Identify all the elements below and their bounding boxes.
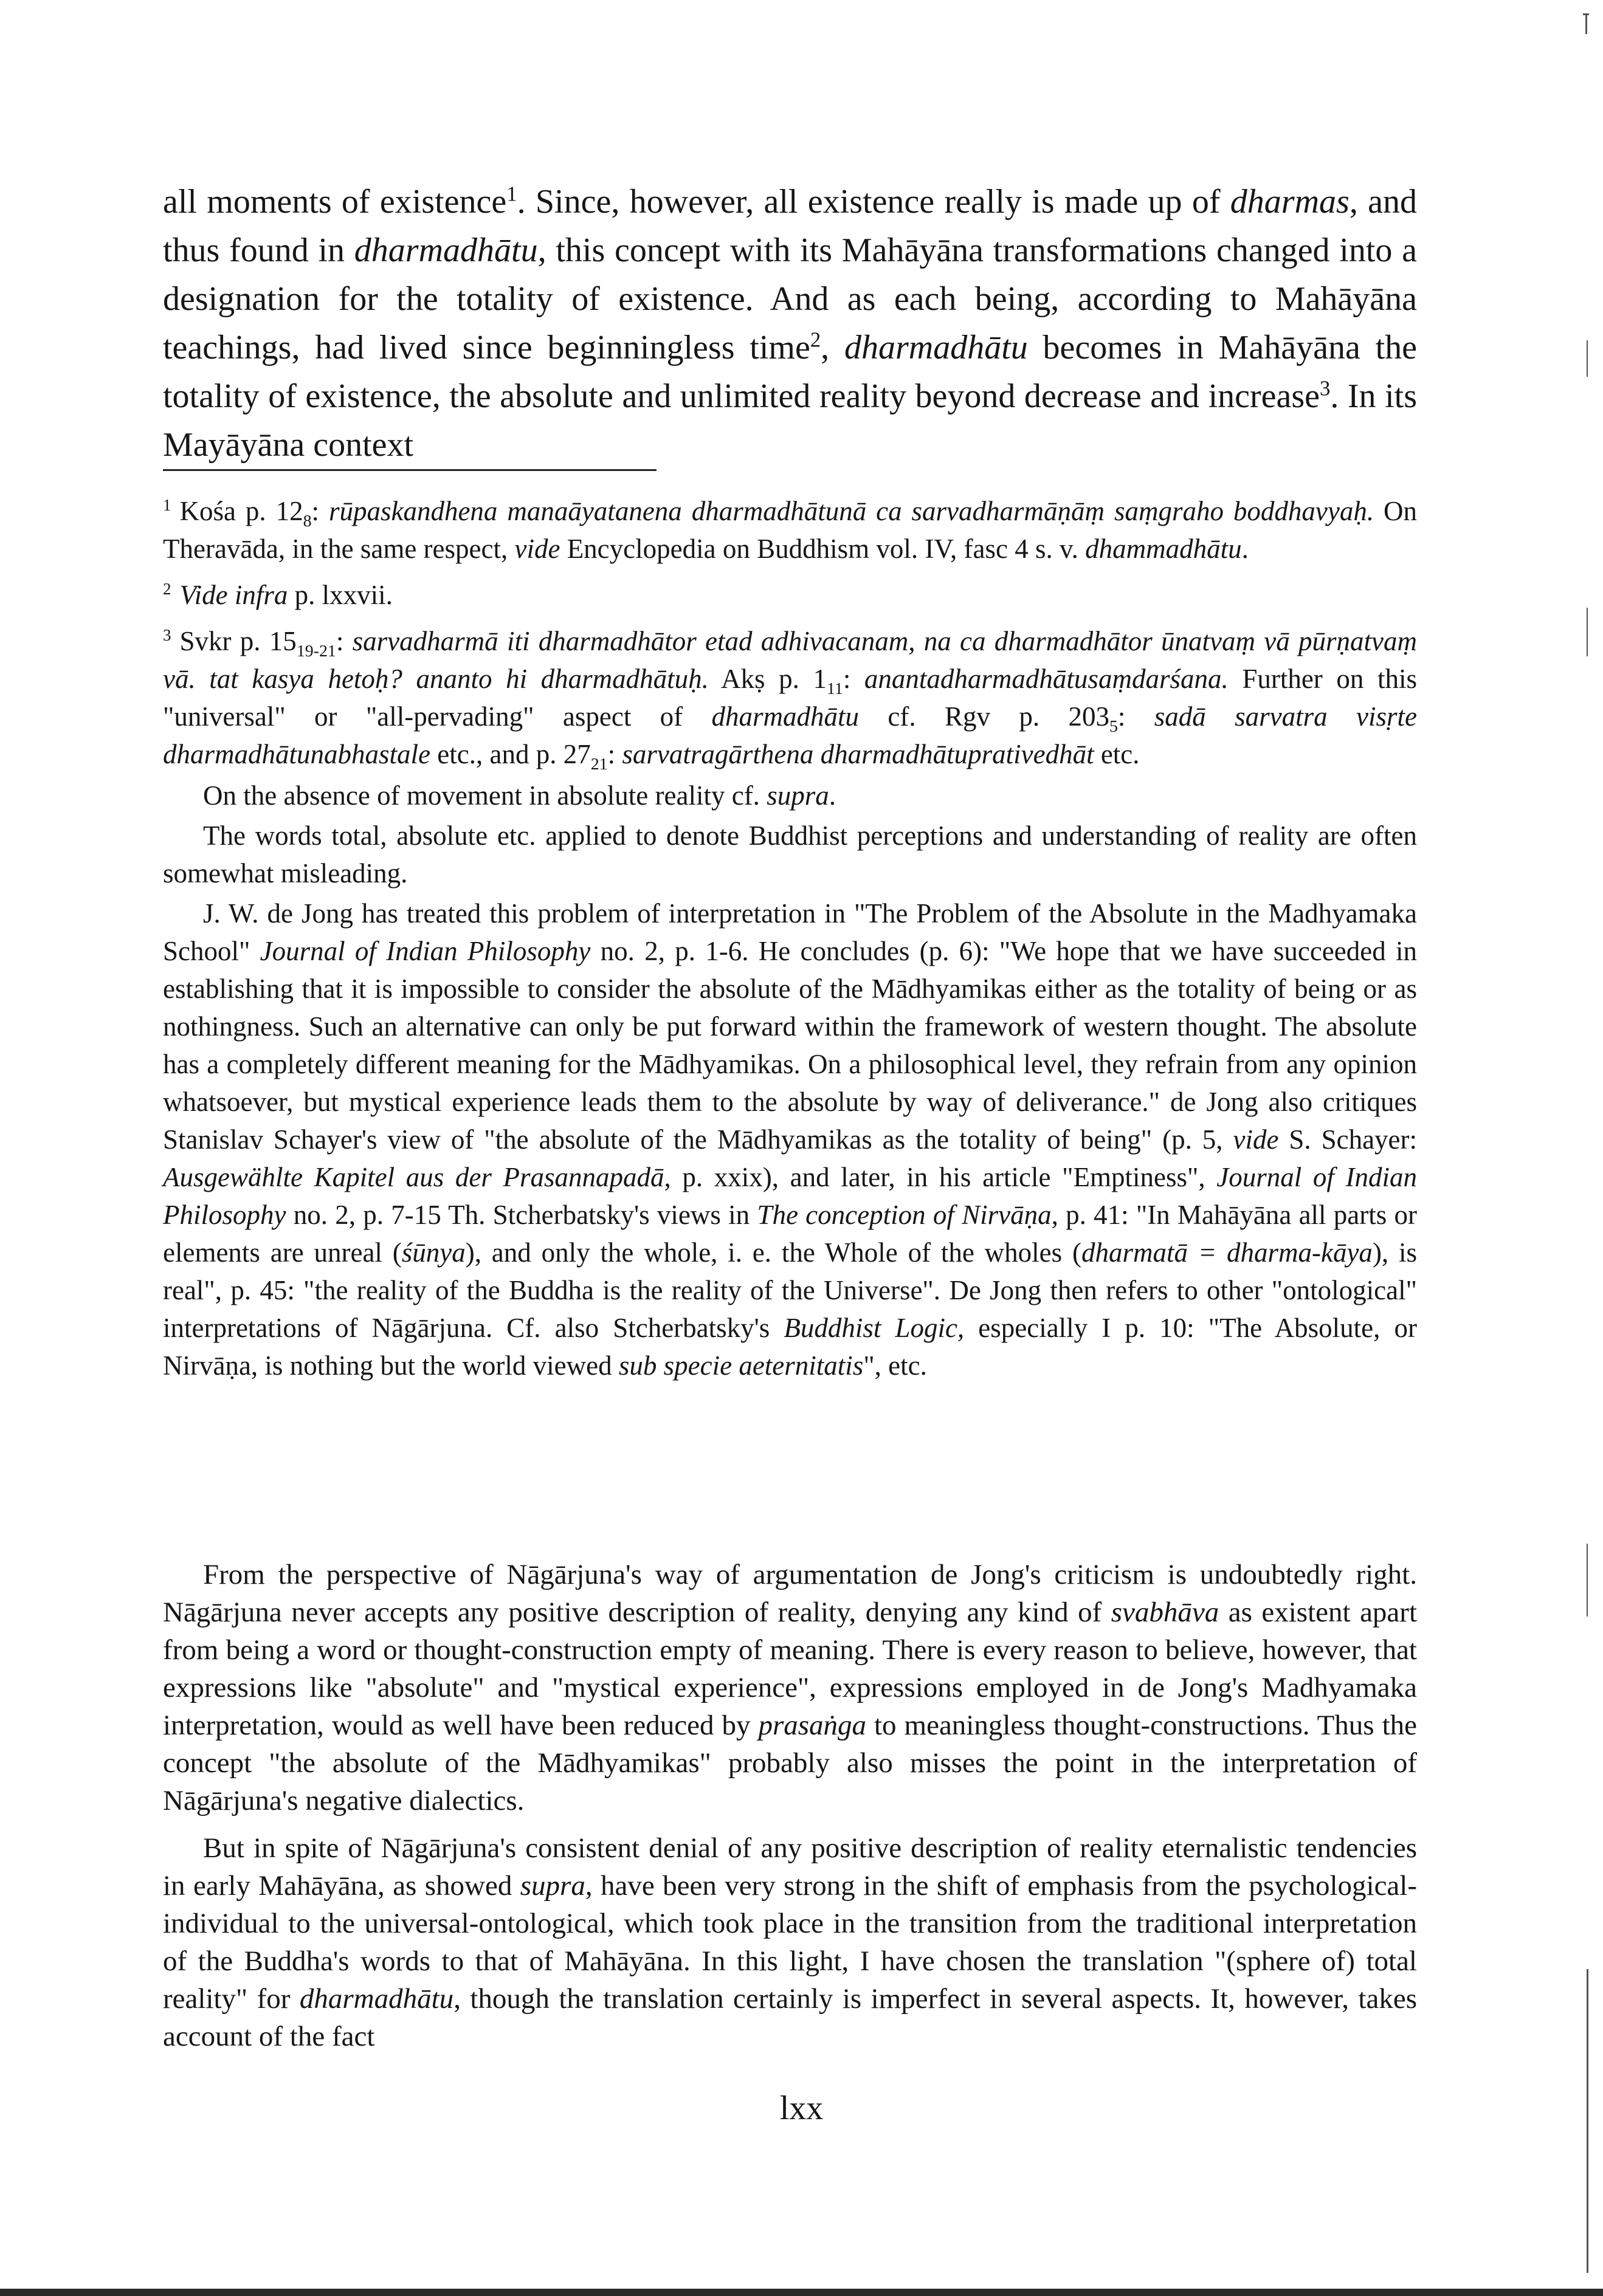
scan-edge-mark bbox=[1585, 13, 1587, 34]
footnote-1: $^1$ Kośa p. $12_8$: rūpaskandhena manaāyatanena dharmadhātunā ca sarvadharmāṇāṃ saṃgraho boddhavyaḥ. On Theravāda, in the same respect, vide Encyclopedia on Buddhism vol. IV, fasc 4 s. v. dhammadhātu. bbox=[163, 496, 1417, 564]
body-paragraph-translation: But in spite of Nāgārjuna's consistent denial of any positive description of reality eternalistic tendencies in early Mahāyāna, as showed supra, have been very strong in the shift of emphasis from the psychological-individual to the universal-ontological, which took place in the transition from the traditional interpretation of the Buddha's words to that of Mahāyāna. In this light, I have chosen the translation "(sphere of) total reality" for dharmadhātu, though the translation certainly is imperfect in several aspects. It, however, takes account of the fact bbox=[163, 1832, 1418, 2052]
scan-edge-line bbox=[1587, 608, 1588, 656]
main-text: all moments of existence$^1$. Since, however, all existence really is made up of dharmas, and thus found in dharmadhātu, this concept with its Mahāyāna transformations changed into a designation for the totality of existence. And as each being, according to Mahāyāna teachings, had lived since beginningless time$^2$, dharmadhātu becomes in Mahāyāna the totality of existence, the absolute and unlimited reality beyond decrease and increase$^3$. In its Mayāyāna context bbox=[163, 182, 1418, 464]
body-paragraph-perspective: From the perspective of Nāgārjuna's way of argumentation de Jong's criticism is undoubtedly right. Nāgārjuna never accepts any positive description of reality, denying any kind of svabhāva as existent apart from being a word or thought-construction empty of meaning. There is every reason to believe, however, that expressions like "absolute" and "mystical experience", expressions employed in de Jong's Madhyamaka interpretation, would as well have been reduced by prasaṅga to meaningless thought-constructions. Thus the concept "the absolute of the Mādhyamikas" probably also misses the point in the interpretation of Nāgārjuna's negative dialectics. bbox=[163, 1559, 1417, 1817]
footnote-ref-1: 1 bbox=[506, 182, 517, 206]
footnote-paragraph-de-jong: J. W. de Jong has treated this problem of interpretation in "The Problem of the Absolute in the Madhyamaka School" Journal of Indian Philosophy no. 2, p. 1-6. He concludes (p. 6): "We hope that we have succeeded in establishing that it is impossible to consider the absolute of the Mādhyamikas either as the totality of being or as nothingness. Such an alternative can only be put forward within the framework of western thought. The absolute has a completely different meaning for the Mādhyamikas. On a philosophical level, they refrain from any opinion whatsoever, but mystical experience leads them to the absolute by way of deliverance." de Jong also critiques Stanislav Schayer's view of "the absolute of the Mādhyamikas as the totality of being" (p. 5, vide S. Schayer: Ausgewählte Kapitel aus der Prasannapadā, p. xxix), and later, in his article "Emptiness", Journal of Indian Philosophy no. 2, p. 7-15 Th. Stcherbatsky's views in The conception of Nirvāṇa, p. 41: "In Mahāyāna all parts or elements are unreal (śūnya), and only the whole, i. e. the Whole of the wholes (dharmatā = dharma-kāya), is real", p. 45: "the reality of the Buddha is the reality of the Universe". De Jong then refers to other "ontological" interpretations of Nāgārjuna. Cf. also Stcherbatsky's Buddhist Logic, especially I p. 10: "The Absolute, or Nirvāṇa, is nothing but the world viewed sub specie aeternitatis", etc. bbox=[163, 898, 1418, 1381]
footnote-paragraph-words: The words total, absolute etc. applied to denote Buddhist perceptions and understanding of reality are often somewhat misleading. bbox=[163, 820, 1417, 888]
footnote-ref-2: 2 bbox=[810, 328, 821, 352]
footnote-paragraph-movement: On the absence of movement in absolute reality cf. supra. bbox=[203, 780, 836, 811]
scan-edge-line bbox=[1587, 340, 1588, 377]
scan-edge-mark bbox=[1583, 13, 1589, 15]
footnote-3: $^3$ Svkr p. $15_{19-21}$: sarvadharmā iti dharmadhātor etad adhivacanam, na ca dharmadhātor ūnatvaṃ vā pūrṇatvaṃ vā. tat kasya hetoḥ? ananto hi dharmadhātuḥ. Akṣ p. $1_{11}$: anantadharmadhātusaṃdarśana. Further on this "universal" or "all-pervading" aspect of dharmadhātu cf. Rgv p. $203_5$: sadā sarvatra visṛte dharmadhātunabhastale etc., and p. $27_{21}$: sarvatragārthena dharmadhātuprativedhāt etc. bbox=[163, 626, 1418, 774]
scan-bottom-band bbox=[0, 2289, 1603, 2296]
footnotes bbox=[163, 486, 1417, 1384]
footnote-ref-3: 3 bbox=[1320, 376, 1331, 400]
scan-edge-line bbox=[1587, 1544, 1588, 1617]
page-number: lxx bbox=[779, 2089, 824, 2127]
footnote-rule bbox=[163, 469, 657, 471]
main-paragraph bbox=[163, 177, 1417, 469]
body-continuation bbox=[163, 1556, 1417, 2055]
footnote-2: $^2$ Vide infra p. lxxvii. bbox=[163, 580, 393, 610]
